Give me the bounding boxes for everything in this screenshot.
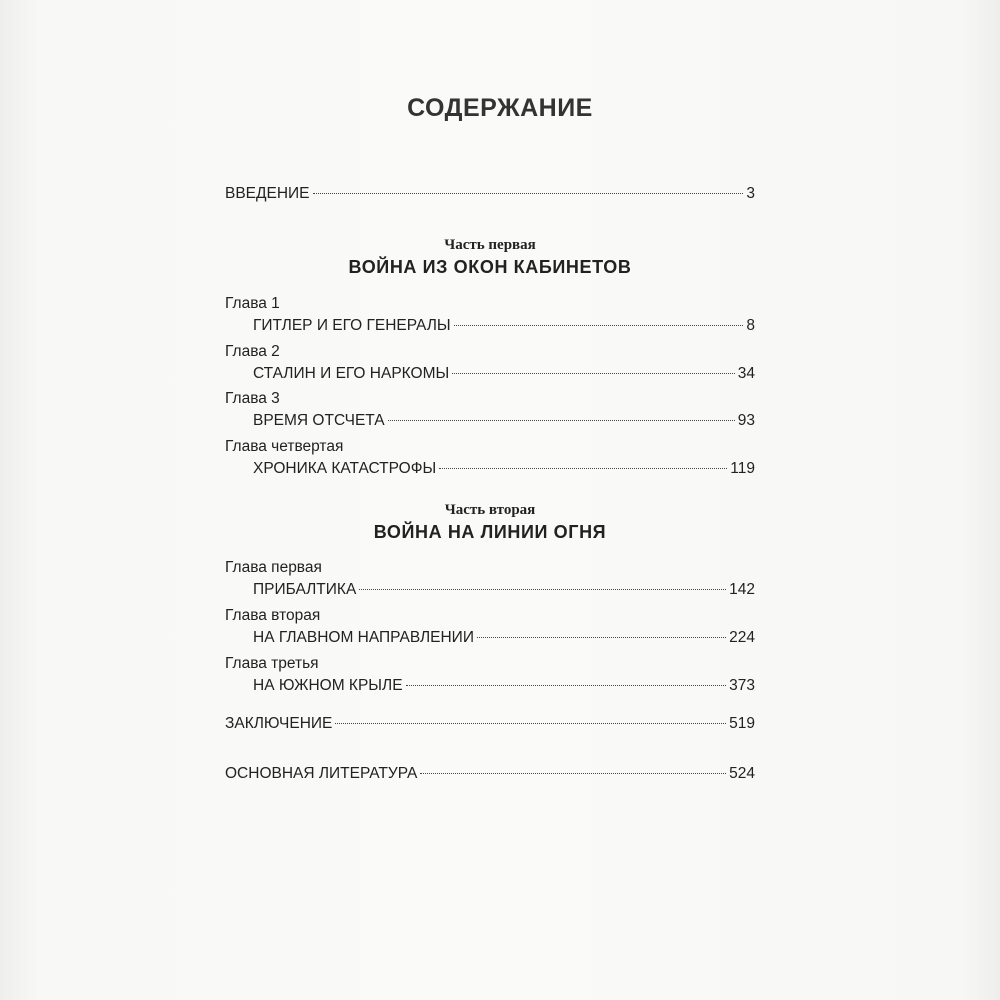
part-label: Часть вторая [444, 502, 536, 518]
toc-page-number: 3 [746, 185, 755, 202]
chapter-label: Глава вторая [225, 607, 321, 624]
toc-entry-label: ЗАКЛЮЧЕНИЕ [225, 715, 333, 732]
toc-page-number: 119 [730, 460, 755, 477]
chapter-label: Глава четвертая [225, 438, 344, 455]
toc-page-number: 34 [737, 365, 755, 382]
chapter-label: Глава третья [225, 655, 319, 672]
toc-entry-label: НА ГЛАВНОМ НАПРАВЛЕНИИ [253, 629, 474, 646]
dot-leader [477, 637, 726, 638]
toc-entry-intro [225, 185, 755, 203]
toc-page-number: 224 [729, 629, 755, 646]
dot-leader [388, 420, 735, 421]
toc-entry-conclusion [225, 715, 755, 733]
toc-entry-chapter [253, 581, 755, 599]
chapter-label: Глава 1 [225, 295, 280, 312]
toc-entry-label: ВРЕМЯ ОТСЧЕТА [253, 412, 385, 429]
toc-page-number: 93 [737, 412, 755, 429]
toc-page-number: 519 [729, 715, 755, 732]
toc-page-number: 524 [729, 765, 755, 782]
toc-entry-label: ПРИБАЛТИКА [253, 581, 357, 598]
toc-entry-label: НА ЮЖНОМ КРЫЛЕ [253, 677, 403, 694]
part-label: Часть первая [444, 237, 536, 253]
dot-leader [406, 685, 727, 686]
toc-entry-label: ОСНОВНАЯ ЛИТЕРАТУРА [225, 765, 418, 782]
toc-entry-chapter [253, 677, 755, 695]
toc-entry-label: ГИТЛЕР И ЕГО ГЕНЕРАЛЫ [253, 317, 451, 334]
toc-page-number: 8 [746, 317, 755, 334]
toc-entry-label: ВВЕДЕНИЕ [225, 185, 310, 202]
dot-leader [335, 723, 726, 724]
page-title: СОДЕРЖАНИЕ [407, 94, 593, 122]
toc-entry-chapter [253, 317, 755, 335]
toc-entry-chapter [253, 365, 755, 383]
toc-page-number: 142 [729, 581, 755, 598]
chapter-label: Глава 3 [225, 390, 280, 407]
toc-entry-chapter [253, 412, 755, 430]
part-title: ВОЙНА ИЗ ОКОН КАБИНЕТОВ [348, 257, 632, 277]
chapter-label: Глава первая [225, 559, 322, 576]
toc-page-number: 373 [729, 677, 755, 694]
dot-leader [454, 325, 744, 326]
chapter-label: Глава 2 [225, 343, 280, 360]
toc-entry-literature [225, 765, 755, 783]
toc-entry-chapter [253, 629, 755, 647]
toc-entry-label: ХРОНИКА КАТАСТРОФЫ [253, 460, 437, 477]
dot-leader [359, 589, 726, 590]
dot-leader [313, 193, 744, 194]
toc-entry-chapter [253, 460, 755, 478]
toc-entry-label: СТАЛИН И ЕГО НАРКОМЫ [253, 365, 450, 382]
dot-leader [439, 468, 727, 469]
dot-leader [420, 773, 726, 774]
dot-leader [452, 373, 735, 374]
part-title: ВОЙНА НА ЛИНИИ ОГНЯ [373, 522, 607, 542]
